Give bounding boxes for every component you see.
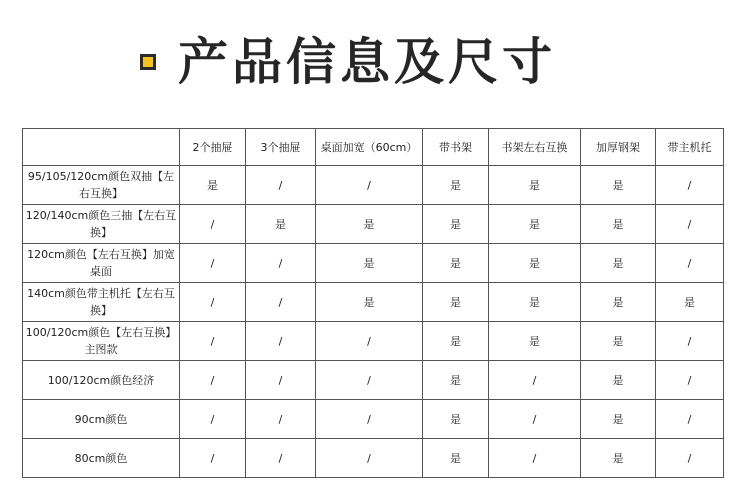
table-cell: 是: [423, 244, 489, 283]
row-label: 100/120cm颜色经济: [23, 361, 180, 400]
table-cell: 是: [246, 205, 316, 244]
table-cell: 是: [423, 361, 489, 400]
table-cell: /: [656, 244, 724, 283]
table-cell: 是: [489, 244, 581, 283]
product-spec-table: [22, 128, 724, 478]
table-cell: /: [489, 439, 581, 478]
table-cell: 是: [489, 283, 581, 322]
table-cell: /: [246, 439, 316, 478]
table-cell: /: [316, 400, 423, 439]
row-label: 100/120cm颜色【左右互换】主图款: [23, 322, 180, 361]
table-cell: /: [180, 439, 246, 478]
table-cell: /: [316, 361, 423, 400]
table-cell: /: [246, 166, 316, 205]
table-cell: /: [180, 283, 246, 322]
table-cell: /: [656, 322, 724, 361]
header-cell: 带主机托: [656, 129, 724, 166]
table-cell: /: [180, 205, 246, 244]
header-cell: 2个抽屉: [180, 129, 246, 166]
table-cell: /: [489, 400, 581, 439]
table-cell: 是: [423, 322, 489, 361]
table-cell: /: [656, 400, 724, 439]
table-row: [23, 244, 724, 283]
table-cell: 是: [316, 205, 423, 244]
table-cell: 是: [581, 439, 656, 478]
table-cell: /: [656, 205, 724, 244]
table-cell: 是: [581, 361, 656, 400]
page-title: 产品信息及尺寸: [178, 33, 556, 91]
table-cell: 是: [581, 244, 656, 283]
table-cell: /: [656, 361, 724, 400]
table-row: [23, 205, 724, 244]
table-cell: /: [246, 244, 316, 283]
table-row: [23, 166, 724, 205]
table-cell: 是: [581, 322, 656, 361]
table-row: [23, 400, 724, 439]
square-bullet-icon: [140, 54, 156, 70]
table-cell: 是: [581, 283, 656, 322]
table-cell: /: [180, 244, 246, 283]
header-cell: 带书架: [423, 129, 489, 166]
table-cell: /: [316, 322, 423, 361]
table-row: [23, 439, 724, 478]
table-cell: 是: [656, 283, 724, 322]
row-label: 95/105/120cm颜色双抽【左右互换】: [23, 166, 180, 205]
table-cell: 是: [581, 166, 656, 205]
table-cell: 是: [423, 439, 489, 478]
table-row: [23, 283, 724, 322]
table-cell: /: [316, 439, 423, 478]
header-cell: 书架左右互换: [489, 129, 581, 166]
header-cell: 3个抽屉: [246, 129, 316, 166]
table-cell: /: [489, 361, 581, 400]
row-label: 120cm颜色【左右互换】加宽桌面: [23, 244, 180, 283]
table-cell: /: [246, 400, 316, 439]
header-cell: 桌面加宽（60cm）: [316, 129, 423, 166]
table-cell: /: [180, 322, 246, 361]
table-cell: /: [246, 361, 316, 400]
table-cell: 是: [423, 400, 489, 439]
table-cell: 是: [423, 166, 489, 205]
row-label: 120/140cm颜色三抽【左右互换】: [23, 205, 180, 244]
table-cell: 是: [423, 283, 489, 322]
table-cell: /: [180, 400, 246, 439]
table-cell: 是: [581, 205, 656, 244]
table-row: [23, 322, 724, 361]
table-cell: /: [246, 322, 316, 361]
table-cell: 是: [316, 283, 423, 322]
table-header-row: [23, 129, 724, 166]
table-cell: 是: [316, 244, 423, 283]
table-cell: 是: [489, 205, 581, 244]
table-cell: 是: [581, 400, 656, 439]
row-label: 90cm颜色: [23, 400, 180, 439]
table-cell: /: [656, 166, 724, 205]
row-label: 140cm颜色带主机托【左右互换】: [23, 283, 180, 322]
table-cell: 是: [180, 166, 246, 205]
table-cell: /: [656, 439, 724, 478]
title-block: [140, 30, 556, 94]
header-cell: [23, 129, 180, 166]
header-cell: 加厚钢架: [581, 129, 656, 166]
row-label: 80cm颜色: [23, 439, 180, 478]
table-cell: 是: [489, 166, 581, 205]
table-cell: /: [316, 166, 423, 205]
table-cell: /: [246, 283, 316, 322]
table-cell: /: [180, 361, 246, 400]
table-row: [23, 361, 724, 400]
table-cell: 是: [489, 322, 581, 361]
table-cell: 是: [423, 205, 489, 244]
